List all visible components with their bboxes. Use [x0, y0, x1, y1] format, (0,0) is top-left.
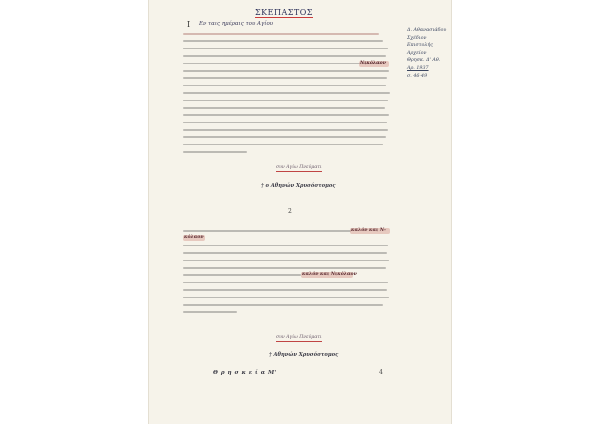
text-line [183, 289, 390, 290]
text-line [183, 70, 390, 71]
document-title: ΣΚΕΠΑΣΤΟΣ [255, 8, 313, 17]
text-line [183, 260, 390, 261]
text-line [183, 245, 390, 246]
paragraph-2 [183, 230, 390, 319]
text-line [183, 55, 390, 56]
text-line [183, 48, 390, 49]
text-line [183, 151, 390, 152]
handwritten-subheading: Εν ταις ημέραις του Αγίου [199, 21, 274, 27]
text-line [183, 136, 390, 137]
margin-line: Δ. Αθανασιάδου [407, 28, 447, 33]
document-page [149, 0, 451, 424]
section-marker: Ι [187, 20, 191, 29]
paragraph-1 [183, 33, 390, 159]
text-line [183, 114, 390, 115]
text-line [183, 33, 390, 34]
footer-page-number: 4 [379, 369, 383, 376]
text-line [183, 311, 390, 312]
text-line [183, 100, 390, 101]
text-line [183, 129, 390, 130]
signature-name: † ο Αθηνών Χρυσόστομος [261, 183, 336, 189]
text-line [183, 267, 390, 268]
text-line [183, 122, 390, 123]
text-line [183, 107, 390, 108]
text-line [183, 40, 390, 41]
text-line [183, 252, 390, 253]
page-number: 2 [288, 208, 292, 215]
text-line [183, 77, 390, 78]
margin-line: Σχέδιον Επιστολής [407, 35, 433, 49]
text-line [183, 274, 390, 275]
margin-line: Αρ. 1937 [407, 65, 429, 71]
text-line [183, 297, 390, 298]
footer-label: Θ ρ η σ κ ε ί α Μ' [213, 370, 277, 376]
margin-annotation [407, 27, 447, 80]
signature-prefix: συν Αγίω Πνεύματι [276, 165, 322, 170]
text-line [183, 304, 390, 305]
text-line [183, 282, 390, 283]
margin-line: Θρησκ. Δ' Αθ. [407, 58, 441, 64]
highlighted-word: Νικόλαον [360, 61, 386, 66]
text-line [183, 92, 390, 93]
highlighted-word: καλόν και Ν- [351, 228, 386, 233]
highlighted-word: κόλαον [184, 235, 204, 240]
highlighted-word: καλόν και Νικόλαον [302, 272, 357, 277]
text-line [183, 85, 390, 86]
margin-line: σ. 46-49 [407, 73, 428, 79]
signature-prefix: συν Αγίω Πνεύματι [276, 335, 322, 340]
signature-name: † Αθηνών Χρυσόστομος [269, 352, 339, 358]
text-line [183, 237, 390, 238]
text-line [183, 144, 390, 145]
margin-line: Αρχείον [407, 50, 427, 56]
